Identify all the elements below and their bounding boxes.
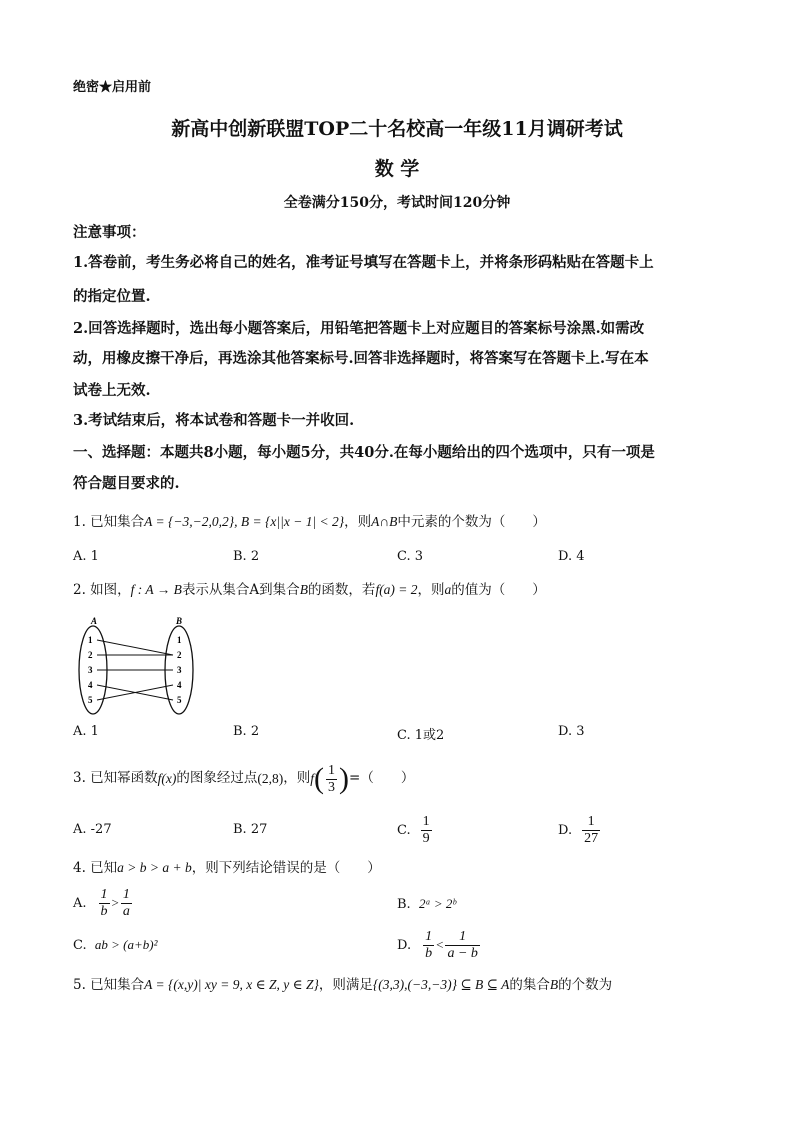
q4-a-relation: > [111,895,119,910]
q4-a-den-2: a [122,903,130,919]
q2-text-3: ，则 [417,582,445,598]
q4-a-num-1: 1 [100,887,108,903]
q4-option-c [73,937,158,953]
q3-option-d [558,812,602,848]
b-elem-4: 4 [177,680,182,690]
notes-title: 注意事项： [73,224,146,241]
note-1a: 1.答卷前，考生务必将自己的姓名，准考证号填写在答题卡上，并将条形码粘贴在答题卡上 [73,254,654,271]
q1-suffix: 中元素的个数为（ ） [397,514,546,530]
q3-prefix: 3. 已知幂函数 [73,770,158,787]
q4-a-den-1: b [100,903,108,919]
q3-option-d-den: 27 [584,830,599,846]
arrow-1-to-2 [97,640,173,655]
b-elem-3: 3 [177,665,182,675]
exam-info: 全卷满分150分，考试时间120分钟 [283,195,511,211]
q4-option-b-label: B. [397,897,411,912]
question-4 [73,861,381,876]
note-3: 3.考试结束后，将本试卷和答题卡一并收回. [73,412,355,429]
q1-mid: ，则 [344,514,372,530]
q1-expr: A∩B [371,514,398,529]
q5-subset: {(3,3),(−3,−3)} ⊆ B ⊆ A [372,977,510,992]
q3-fx: f(x) [157,771,177,787]
q3-text-2: ，则 [283,770,311,787]
q2-map: f : A → B [130,582,182,597]
q2-set-b: B [299,582,308,597]
q4-option-c-expr: ab > (a+b)² [94,937,158,952]
question-2 [73,583,546,598]
q4-option-c-label: C. [73,938,87,953]
note-1b: 的指定位置. [73,288,151,305]
a-elem-3: 3 [88,665,93,675]
q2-var-a: a [444,582,452,597]
q5-suffix: 的集合 [509,977,550,993]
b-elem-1: 1 [177,635,182,645]
q1-sets: A = {−3,−2,0,2}, B = {x||x − 1| < 2} [144,514,345,529]
mapping-diagram [72,612,202,717]
question-5 [73,978,612,993]
q4-option-b-expr: 2ᵃ > 2ᵇ [418,896,456,911]
q1-option-c: C. 3 [397,549,424,564]
q2-option-d: D. 3 [558,724,585,739]
q2-prefix: 2. 如图， [73,582,131,598]
set-b-label: B [176,616,183,626]
secret-label: 绝密★启用前 [73,80,152,95]
q4-option-a-label: A. [73,895,87,911]
q4-prefix: 4. 已知 [73,860,118,876]
a-elem-5: 5 [88,695,93,705]
q1-option-a: A. 1 [73,549,99,564]
subject-title: 数 学 [374,158,420,180]
q2-option-a: A. 1 [73,724,99,739]
q1-prefix: 1. 已知集合 [73,514,145,530]
question-3: 3. 已知幂函数 f(x) 的图象经过点 (2,8) ，则 f ( $\frac{1}{3}$ ) =（ ） [73,762,415,795]
q2-text-4: 的值为（ ） [451,582,546,598]
q3-frac-den: 3 [328,779,336,795]
q3-option-c-label: C. [397,822,411,838]
q4-d-num-2: 1 [459,929,467,945]
q4-d-den-1: b [425,945,433,961]
q4-suffix: ，则下列结论错误的是（ ） [191,860,381,876]
q1-option-d: D. 4 [558,549,585,564]
q3-point: (2,8) [257,771,284,787]
q5-set-b: B [549,977,559,992]
note-2c: 试卷上无效. [73,382,151,399]
q4-d-den-2: a − b [447,945,478,961]
set-a-label: A [91,616,98,626]
q2-text-2: 的函数，若 [307,582,376,598]
q4-d-relation: < [436,937,444,952]
q4-d-num-1: 1 [425,929,433,945]
q4-option-a [73,884,134,922]
q3-frac-num: 1 [328,763,336,779]
section-1-intro-b: 符合题目要求的. [73,475,180,492]
q2-text-1: 表示从集合A到集合 [181,582,300,598]
q5-mid: ，则满足 [318,977,373,993]
q3-option-d-num: 1 [587,814,595,830]
q3-f: f [310,771,315,787]
q2-option-b: B. 2 [233,724,260,739]
q3-text-1: 的图象经过点 [176,770,258,787]
a-elem-2: 2 [88,650,93,660]
q3-option-c-num: 1 [422,814,430,830]
q3-fraction [326,763,337,795]
q3-option-d-label: D. [558,822,573,838]
q2-option-c: C. 1或2 [397,728,445,743]
q4-option-b [397,896,456,912]
b-elem-5: 5 [177,695,182,705]
q5-set-a: A = {(x,y)| xy = 9, x ∈ Z, y ∈ Z} [144,977,319,992]
q5-prefix: 5. 已知集合 [73,977,145,993]
q5-end: 的个数为 [558,977,613,993]
b-elem-2: 2 [177,650,182,660]
exam-title: 新高中创新联盟TOP二十名校高一年级11月调研考试 [171,118,623,140]
note-2a: 2.回答选择题时，选出每小题答案后，用铅笔把答题卡上对应题目的答案标号涂黑.如需改 [73,320,645,337]
q3-option-a: A. -27 [73,822,112,837]
a-elem-1: 1 [88,635,93,645]
q3-option-c [397,812,434,848]
note-2b: 动，用橡皮擦干净后，再选涂其他答案标号.回答非选择题时，将答案写在答题卡上.写在本 [73,350,649,367]
question-1 [73,515,546,530]
section-1-intro: 一、选择题：本题共8小题，每小题5分，共40分.在每小题给出的四个选项中，只有一项是 [73,444,655,461]
q3-text-3: =（ ） [349,770,415,787]
q3-option-c-den: 9 [422,830,430,846]
q3-option-b: B. 27 [233,822,268,837]
q4-option-d-label: D. [397,937,412,953]
q1-option-b: B. 2 [233,549,260,564]
q4-option-d [397,926,482,964]
q4-a-num-2: 1 [122,887,130,903]
q2-cond: f(a) = 2 [375,582,418,597]
q4-cond: a > b > a + b [117,860,192,875]
a-elem-4: 4 [88,680,93,690]
